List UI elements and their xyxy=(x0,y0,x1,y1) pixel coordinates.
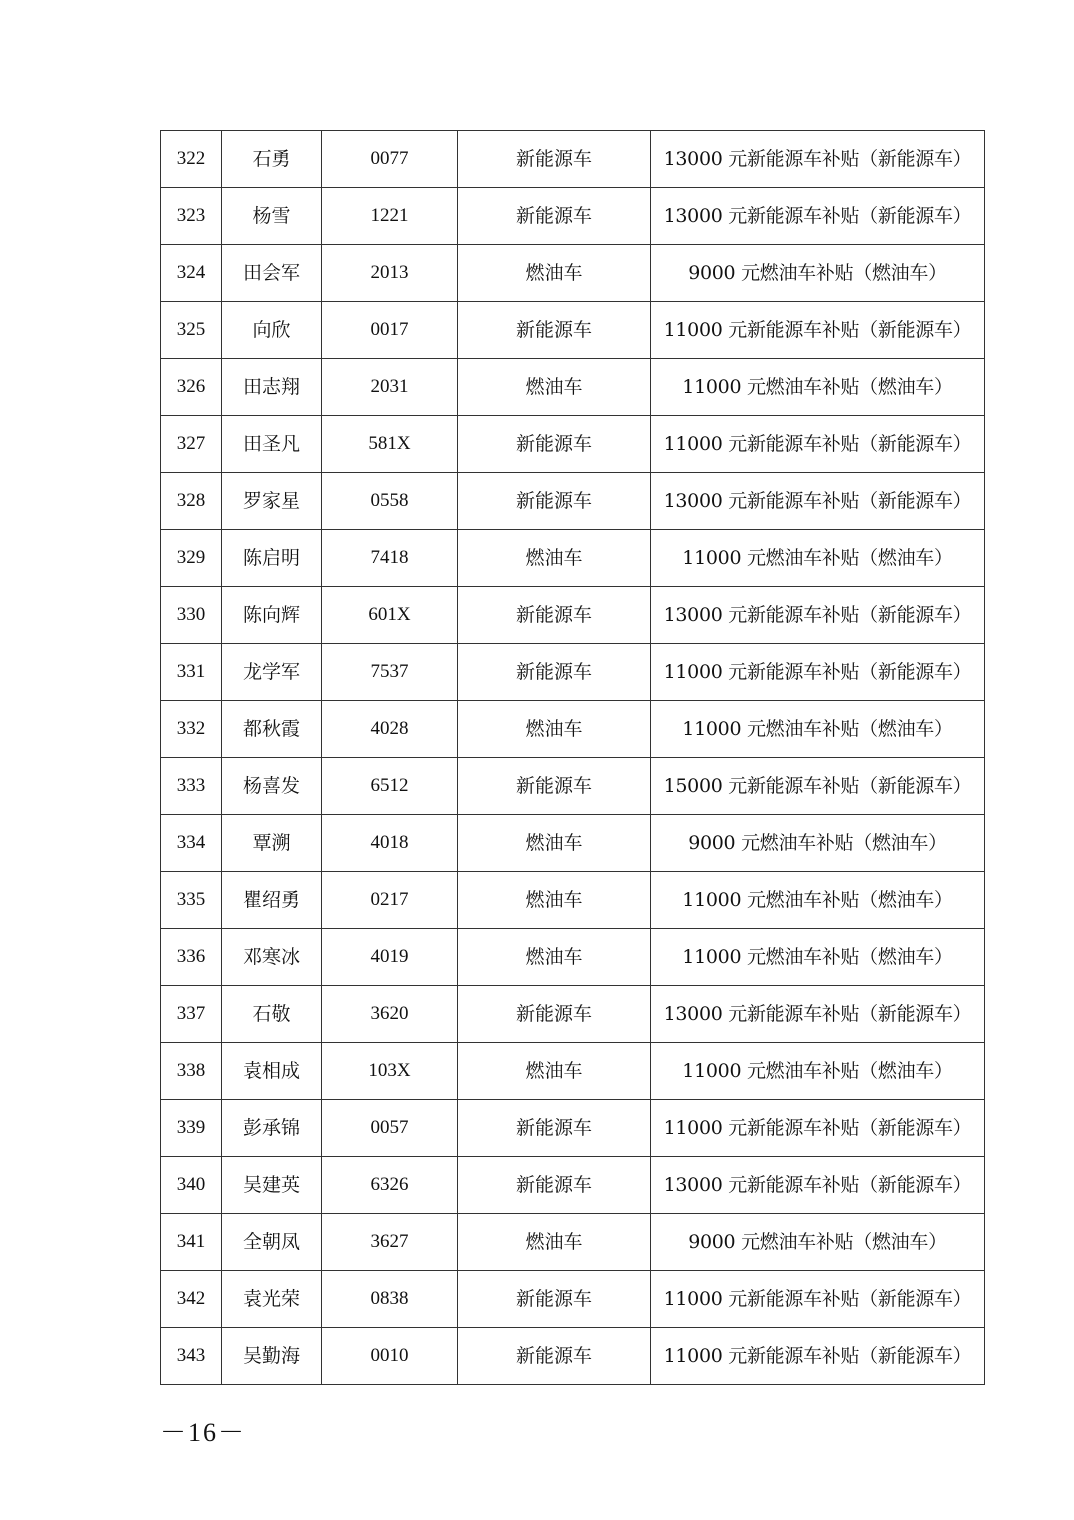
subsidy-cell: 13000 元新能源车补贴（新能源车） xyxy=(651,188,985,245)
table-row xyxy=(161,473,985,530)
table-row xyxy=(161,872,985,929)
row-number-cell: 343 xyxy=(161,1328,222,1385)
table-row xyxy=(161,701,985,758)
name-cell: 都秋霞 xyxy=(222,701,322,758)
row-number-cell: 330 xyxy=(161,587,222,644)
table-row xyxy=(161,986,985,1043)
id-suffix-cell: 0017 xyxy=(322,302,458,359)
subsidy-cell: 11000 元燃油车补贴（燃油车） xyxy=(651,1043,985,1100)
id-suffix-cell: 7537 xyxy=(322,644,458,701)
row-number-cell: 327 xyxy=(161,416,222,473)
table-row xyxy=(161,758,985,815)
vehicle-type-cell: 燃油车 xyxy=(458,701,651,758)
vehicle-type-cell: 新能源车 xyxy=(458,644,651,701)
row-number-cell: 329 xyxy=(161,530,222,587)
id-suffix-cell: 4018 xyxy=(322,815,458,872)
row-number-cell: 326 xyxy=(161,359,222,416)
row-number-cell: 331 xyxy=(161,644,222,701)
id-suffix-cell: 4019 xyxy=(322,929,458,986)
row-number-cell: 338 xyxy=(161,1043,222,1100)
id-suffix-cell: 3627 xyxy=(322,1214,458,1271)
id-suffix-cell: 0057 xyxy=(322,1100,458,1157)
row-number-cell: 324 xyxy=(161,245,222,302)
table-row xyxy=(161,1100,985,1157)
subsidy-cell: 11000 元燃油车补贴（燃油车） xyxy=(651,929,985,986)
subsidy-cell: 11000 元新能源车补贴（新能源车） xyxy=(651,644,985,701)
name-cell: 田圣凡 xyxy=(222,416,322,473)
table-row xyxy=(161,929,985,986)
table-row xyxy=(161,815,985,872)
table-row xyxy=(161,188,985,245)
name-cell: 袁相成 xyxy=(222,1043,322,1100)
subsidy-cell: 11000 元新能源车补贴（新能源车） xyxy=(651,302,985,359)
vehicle-type-cell: 新能源车 xyxy=(458,131,651,188)
name-cell: 陈启明 xyxy=(222,530,322,587)
vehicle-type-cell: 新能源车 xyxy=(458,587,651,644)
name-cell: 吴勤海 xyxy=(222,1328,322,1385)
name-cell: 全朝凤 xyxy=(222,1214,322,1271)
id-suffix-cell: 6326 xyxy=(322,1157,458,1214)
id-suffix-cell: 0077 xyxy=(322,131,458,188)
table-row xyxy=(161,587,985,644)
vehicle-type-cell: 燃油车 xyxy=(458,1043,651,1100)
vehicle-type-cell: 新能源车 xyxy=(458,758,651,815)
id-suffix-cell: 0010 xyxy=(322,1328,458,1385)
vehicle-type-cell: 燃油车 xyxy=(458,1214,651,1271)
table-body xyxy=(161,131,985,1385)
table-row xyxy=(161,359,985,416)
row-number-cell: 334 xyxy=(161,815,222,872)
table-row xyxy=(161,1043,985,1100)
name-cell: 瞿绍勇 xyxy=(222,872,322,929)
table-row xyxy=(161,416,985,473)
vehicle-type-cell: 新能源车 xyxy=(458,188,651,245)
name-cell: 杨雪 xyxy=(222,188,322,245)
id-suffix-cell: 3620 xyxy=(322,986,458,1043)
vehicle-type-cell: 新能源车 xyxy=(458,986,651,1043)
vehicle-type-cell: 燃油车 xyxy=(458,530,651,587)
row-number-cell: 342 xyxy=(161,1271,222,1328)
name-cell: 杨喜发 xyxy=(222,758,322,815)
id-suffix-cell: 6512 xyxy=(322,758,458,815)
name-cell: 石敬 xyxy=(222,986,322,1043)
name-cell: 田志翔 xyxy=(222,359,322,416)
row-number-cell: 335 xyxy=(161,872,222,929)
vehicle-type-cell: 燃油车 xyxy=(458,245,651,302)
name-cell: 袁光荣 xyxy=(222,1271,322,1328)
table-row xyxy=(161,302,985,359)
name-cell: 向欣 xyxy=(222,302,322,359)
subsidy-cell: 9000 元燃油车补贴（燃油车） xyxy=(651,815,985,872)
name-cell: 彭承锦 xyxy=(222,1100,322,1157)
vehicle-type-cell: 新能源车 xyxy=(458,302,651,359)
row-number-cell: 333 xyxy=(161,758,222,815)
subsidy-cell: 11000 元新能源车补贴（新能源车） xyxy=(651,1100,985,1157)
vehicle-type-cell: 新能源车 xyxy=(458,1157,651,1214)
name-cell: 龙学军 xyxy=(222,644,322,701)
id-suffix-cell: 2013 xyxy=(322,245,458,302)
row-number-cell: 339 xyxy=(161,1100,222,1157)
vehicle-type-cell: 燃油车 xyxy=(458,359,651,416)
id-suffix-cell: 7418 xyxy=(322,530,458,587)
row-number-cell: 328 xyxy=(161,473,222,530)
subsidy-cell: 9000 元燃油车补贴（燃油车） xyxy=(651,1214,985,1271)
vehicle-type-cell: 燃油车 xyxy=(458,815,651,872)
table-row xyxy=(161,1271,985,1328)
subsidy-cell: 11000 元燃油车补贴（燃油车） xyxy=(651,701,985,758)
vehicle-type-cell: 新能源车 xyxy=(458,473,651,530)
subsidy-cell: 15000 元新能源车补贴（新能源车） xyxy=(651,758,985,815)
row-number-cell: 341 xyxy=(161,1214,222,1271)
page-number: －16－ xyxy=(160,1418,247,1447)
name-cell: 陈向辉 xyxy=(222,587,322,644)
id-suffix-cell: 581X xyxy=(322,416,458,473)
subsidy-cell: 13000 元新能源车补贴（新能源车） xyxy=(651,1157,985,1214)
row-number-cell: 323 xyxy=(161,188,222,245)
subsidy-cell: 13000 元新能源车补贴（新能源车） xyxy=(651,473,985,530)
id-suffix-cell: 103X xyxy=(322,1043,458,1100)
id-suffix-cell: 4028 xyxy=(322,701,458,758)
name-cell: 石勇 xyxy=(222,131,322,188)
name-cell: 邓寒冰 xyxy=(222,929,322,986)
vehicle-type-cell: 燃油车 xyxy=(458,872,651,929)
subsidy-cell: 13000 元新能源车补贴（新能源车） xyxy=(651,131,985,188)
id-suffix-cell: 2031 xyxy=(322,359,458,416)
vehicle-type-cell: 新能源车 xyxy=(458,1100,651,1157)
subsidy-cell: 11000 元燃油车补贴（燃油车） xyxy=(651,530,985,587)
table-row xyxy=(161,245,985,302)
row-number-cell: 322 xyxy=(161,131,222,188)
subsidy-cell: 13000 元新能源车补贴（新能源车） xyxy=(651,986,985,1043)
vehicle-type-cell: 新能源车 xyxy=(458,1271,651,1328)
subsidy-cell: 11000 元新能源车补贴（新能源车） xyxy=(651,1271,985,1328)
id-suffix-cell: 0217 xyxy=(322,872,458,929)
vehicle-type-cell: 燃油车 xyxy=(458,929,651,986)
subsidy-cell: 11000 元燃油车补贴（燃油车） xyxy=(651,359,985,416)
table-row xyxy=(161,1328,985,1385)
table-row xyxy=(161,1157,985,1214)
name-cell: 吴建英 xyxy=(222,1157,322,1214)
table-row xyxy=(161,644,985,701)
name-cell: 罗家星 xyxy=(222,473,322,530)
id-suffix-cell: 0558 xyxy=(322,473,458,530)
table-row xyxy=(161,530,985,587)
id-suffix-cell: 601X xyxy=(322,587,458,644)
subsidy-cell: 13000 元新能源车补贴（新能源车） xyxy=(651,587,985,644)
vehicle-type-cell: 新能源车 xyxy=(458,416,651,473)
name-cell: 田会军 xyxy=(222,245,322,302)
row-number-cell: 332 xyxy=(161,701,222,758)
name-cell: 覃溯 xyxy=(222,815,322,872)
subsidy-cell: 11000 元燃油车补贴（燃油车） xyxy=(651,872,985,929)
row-number-cell: 340 xyxy=(161,1157,222,1214)
table-row xyxy=(161,1214,985,1271)
row-number-cell: 337 xyxy=(161,986,222,1043)
id-suffix-cell: 0838 xyxy=(322,1271,458,1328)
row-number-cell: 325 xyxy=(161,302,222,359)
subsidy-cell: 9000 元燃油车补贴（燃油车） xyxy=(651,245,985,302)
id-suffix-cell: 1221 xyxy=(322,188,458,245)
subsidy-table xyxy=(160,130,985,1385)
vehicle-type-cell: 新能源车 xyxy=(458,1328,651,1385)
row-number-cell: 336 xyxy=(161,929,222,986)
subsidy-cell: 11000 元新能源车补贴（新能源车） xyxy=(651,1328,985,1385)
subsidy-cell: 11000 元新能源车补贴（新能源车） xyxy=(651,416,985,473)
table-row xyxy=(161,131,985,188)
